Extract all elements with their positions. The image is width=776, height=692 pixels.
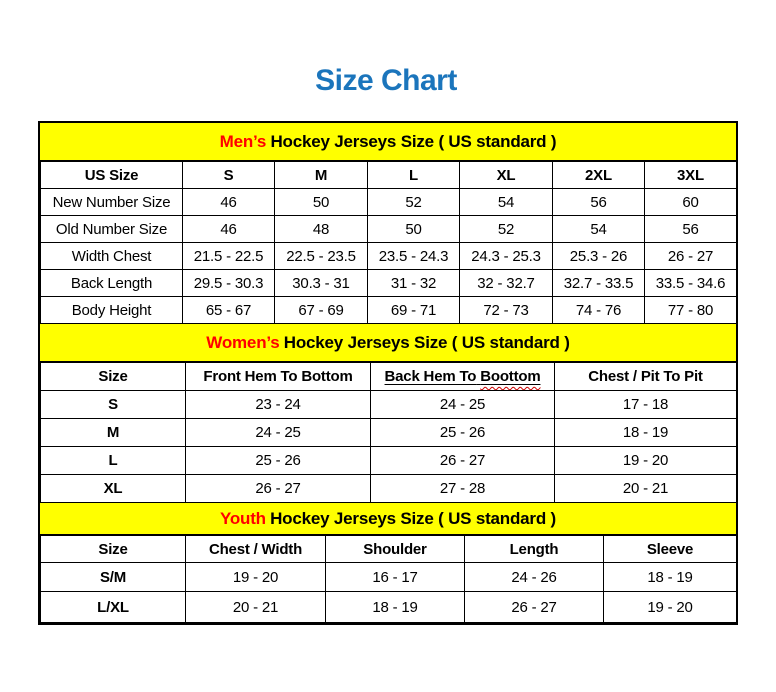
value-cell: 22.5 - 23.5 (275, 243, 368, 270)
value-cell: 48 (275, 216, 368, 243)
youth-size-table (40, 535, 737, 623)
mens-col-s: S (183, 162, 275, 189)
youth-col-chest-width: Chest / Width (186, 536, 326, 563)
youth-banner-title: Hockey Jerseys Size ( US standard ) (270, 509, 557, 528)
row-label: Width Chest (41, 243, 183, 270)
table-row (41, 270, 737, 297)
table-row (41, 592, 737, 623)
value-cell: 26 - 27 (371, 447, 555, 475)
table-row (41, 216, 737, 243)
value-cell: 24 - 25 (186, 419, 371, 447)
value-cell: 24.3 - 25.3 (460, 243, 553, 270)
value-cell: 30.3 - 31 (275, 270, 368, 297)
page-title: Size Chart (315, 64, 457, 97)
row-label: L (41, 447, 186, 475)
table-row (41, 563, 737, 592)
womens-col-back-hem (371, 363, 555, 391)
value-cell: 16 - 17 (326, 563, 465, 592)
mens-col-2xl: 2XL (553, 162, 645, 189)
value-cell: 60 (645, 189, 737, 216)
value-cell: 24 - 25 (371, 391, 555, 419)
value-cell: 46 (183, 189, 275, 216)
mens-size-table (40, 161, 737, 324)
womens-col-front-hem: Front Hem To Bottom (186, 363, 371, 391)
youth-col-sleeve: Sleeve (604, 536, 737, 563)
row-label: New Number Size (41, 189, 183, 216)
value-cell: 46 (183, 216, 275, 243)
value-cell: 19 - 20 (555, 447, 737, 475)
value-cell: 31 - 32 (368, 270, 460, 297)
youth-col-size: Size (41, 536, 186, 563)
value-cell: 19 - 20 (604, 592, 737, 623)
value-cell: 50 (368, 216, 460, 243)
mens-banner-title: Hockey Jerseys Size ( US standard ) (270, 132, 557, 151)
youth-col-shoulder: Shoulder (326, 536, 465, 563)
value-cell: 20 - 21 (555, 475, 737, 503)
womens-size-table (40, 362, 737, 503)
womens-banner-highlight: Women’s (206, 333, 280, 352)
value-cell: 33.5 - 34.6 (645, 270, 737, 297)
womens-header-row (41, 363, 737, 391)
table-row (41, 243, 737, 270)
value-cell: 25.3 - 26 (553, 243, 645, 270)
value-cell: 18 - 19 (326, 592, 465, 623)
table-row (41, 475, 737, 503)
womens-section-banner (40, 324, 736, 362)
value-cell: 20 - 21 (186, 592, 326, 623)
back-hem-prefix: Back Hem To (384, 368, 477, 385)
mens-section-banner (40, 123, 736, 161)
value-cell: 21.5 - 22.5 (183, 243, 275, 270)
value-cell: 26 - 27 (465, 592, 604, 623)
value-cell: 23 - 24 (186, 391, 371, 419)
womens-col-chest: Chest / Pit To Pit (555, 363, 737, 391)
value-cell: 77 - 80 (645, 297, 737, 324)
value-cell: 17 - 18 (555, 391, 737, 419)
value-cell: 67 - 69 (275, 297, 368, 324)
value-cell: 27 - 28 (371, 475, 555, 503)
misspelled-word: Boottom (480, 368, 541, 385)
row-label: M (41, 419, 186, 447)
row-label: S/M (41, 563, 186, 592)
value-cell: 18 - 19 (604, 563, 737, 592)
table-row (41, 391, 737, 419)
row-label: L/XL (41, 592, 186, 623)
table-row (41, 447, 737, 475)
value-cell: 32 - 32.7 (460, 270, 553, 297)
value-cell: 18 - 19 (555, 419, 737, 447)
row-label: XL (41, 475, 186, 503)
row-label: Back Length (41, 270, 183, 297)
table-row (41, 297, 737, 324)
value-cell: 26 - 27 (645, 243, 737, 270)
value-cell: 26 - 27 (186, 475, 371, 503)
size-chart-tables (38, 121, 738, 625)
mens-col-m: M (275, 162, 368, 189)
value-cell: 52 (368, 189, 460, 216)
table-row (41, 189, 737, 216)
womens-back-hem-label (385, 368, 541, 385)
value-cell: 32.7 - 33.5 (553, 270, 645, 297)
value-cell: 69 - 71 (368, 297, 460, 324)
value-cell: 74 - 76 (553, 297, 645, 324)
value-cell: 29.5 - 30.3 (183, 270, 275, 297)
value-cell: 52 (460, 216, 553, 243)
youth-section-banner (40, 503, 736, 535)
mens-col-us-size: US Size (41, 162, 183, 189)
value-cell: 19 - 20 (186, 563, 326, 592)
value-cell: 25 - 26 (371, 419, 555, 447)
mens-col-3xl: 3XL (645, 162, 737, 189)
value-cell: 23.5 - 24.3 (368, 243, 460, 270)
row-label: S (41, 391, 186, 419)
value-cell: 25 - 26 (186, 447, 371, 475)
row-label: Body Height (41, 297, 183, 324)
value-cell: 65 - 67 (183, 297, 275, 324)
mens-banner-highlight: Men’s (219, 132, 267, 151)
value-cell: 56 (553, 189, 645, 216)
womens-col-size: Size (41, 363, 186, 391)
table-row (41, 419, 737, 447)
mens-col-l: L (368, 162, 460, 189)
value-cell: 24 - 26 (465, 563, 604, 592)
value-cell: 54 (460, 189, 553, 216)
womens-banner-title: Hockey Jerseys Size ( US standard ) (283, 333, 570, 352)
row-label: Old Number Size (41, 216, 183, 243)
value-cell: 72 - 73 (460, 297, 553, 324)
youth-col-length: Length (465, 536, 604, 563)
mens-header-row (41, 162, 737, 189)
mens-col-xl: XL (460, 162, 553, 189)
youth-header-row (41, 536, 737, 563)
value-cell: 56 (645, 216, 737, 243)
value-cell: 50 (275, 189, 368, 216)
youth-banner-highlight: Youth (219, 509, 266, 528)
value-cell: 54 (553, 216, 645, 243)
